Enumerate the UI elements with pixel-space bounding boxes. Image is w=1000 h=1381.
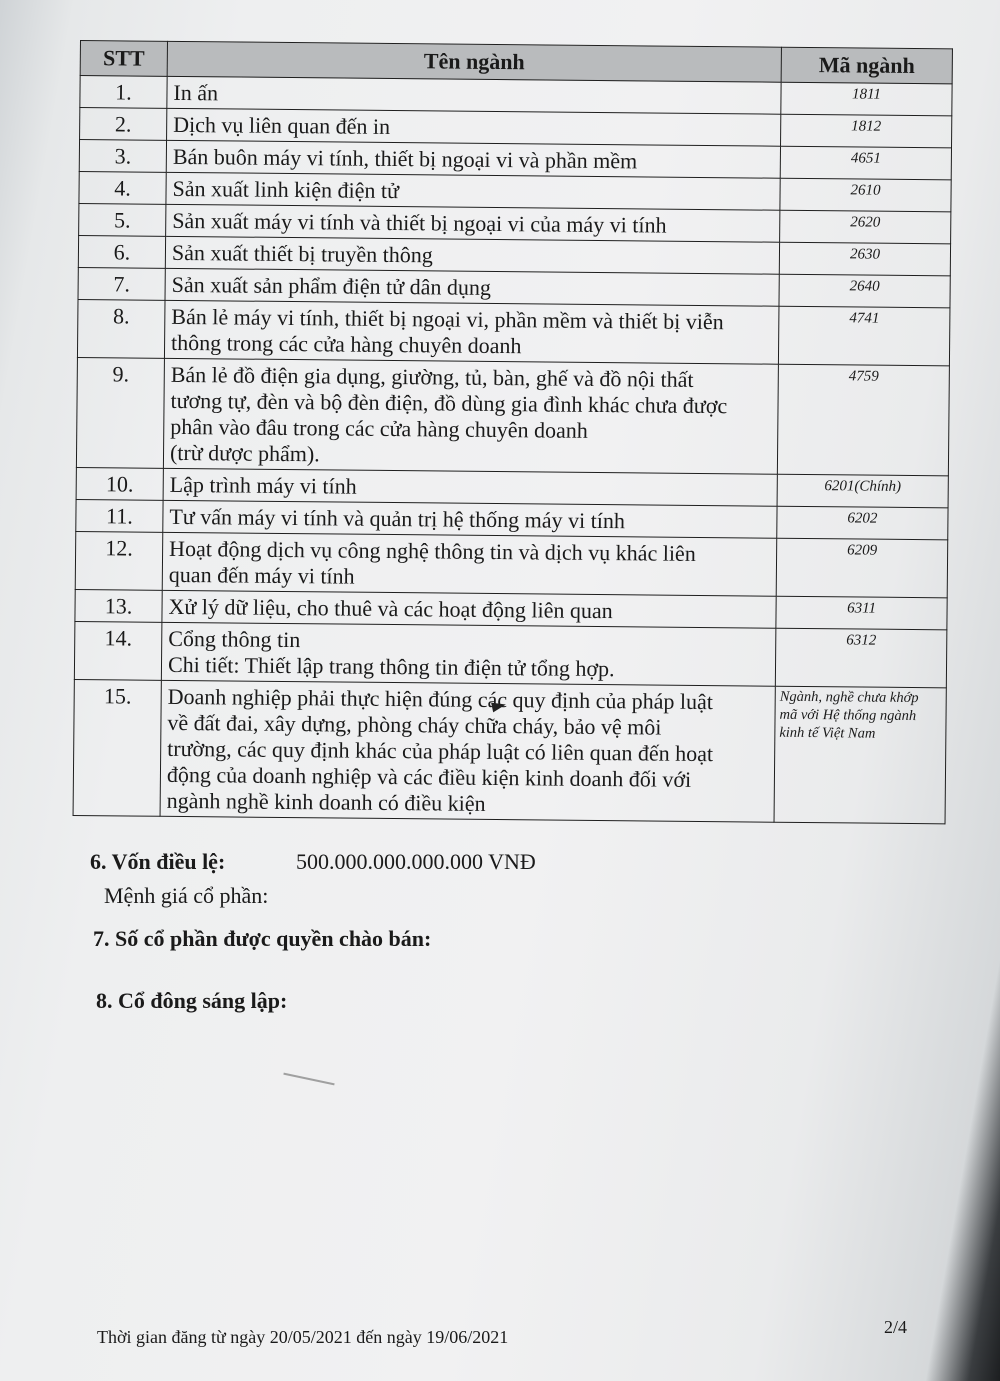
- page-number: 2/4: [884, 1317, 908, 1337]
- industry-name-line: Sản xuất máy vi tính và thiết bị ngoại vi của máy vi tính: [172, 207, 667, 238]
- row-number: 11.: [76, 499, 163, 532]
- charter-capital-label: 6. Vốn điều lệ:: [90, 849, 226, 874]
- industry-name-cell: [162, 532, 777, 596]
- industry-name-line: về đất đai, xây dựng, phòng cháy chữa cháy, bảo vệ môi: [167, 709, 662, 740]
- industry-code-cell: [778, 306, 950, 366]
- industry-name-line: Bán buôn máy vi tính, thiết bị ngoại vi và phần mềm: [172, 143, 638, 174]
- industry-code-cell: [779, 274, 950, 308]
- table-row: [75, 531, 948, 597]
- header-stt: STT: [80, 41, 167, 77]
- row-number: 7.: [78, 267, 165, 300]
- row-number: 13.: [75, 589, 162, 622]
- industry-name-line: In ấn: [173, 79, 219, 106]
- industry-code-line: 2620: [850, 214, 881, 231]
- industry-table: [73, 40, 953, 824]
- industry-name-line: phân vào đâu trong các cửa hàng chuyên doanh: [170, 413, 588, 443]
- par-value-label: Mệnh giá cổ phần:: [104, 883, 269, 908]
- industry-name-cell: [161, 622, 776, 686]
- row-number: 12.: [75, 531, 163, 590]
- industry-code-line: 1812: [851, 118, 882, 135]
- industry-code-cell: [776, 596, 947, 630]
- industry-code-cell: [776, 538, 948, 598]
- industry-code-line: 2640: [849, 278, 880, 295]
- industry-name-line: Hoạt động dịch vụ công nghệ thông tin và dịch vụ khác liên: [169, 535, 696, 566]
- industry-code-cell: [777, 506, 948, 540]
- row-number: 5.: [79, 203, 166, 236]
- row-number: 15.: [73, 679, 161, 816]
- industry-code-line: Ngành, nghề chưa khớp: [779, 688, 919, 707]
- row-number: 3.: [79, 140, 166, 173]
- industry-code-cell: [779, 242, 950, 276]
- industry-code-note: [774, 686, 946, 824]
- industry-name-line: Doanh nghiệp phải thực hiện đúng các quy định của pháp luật: [167, 683, 714, 715]
- industry-name-line: Dịch vụ liên quan đến in: [173, 111, 391, 139]
- shares-offered-label: 7. Số cổ phần được quyền chào bán:: [93, 926, 432, 951]
- industry-code-line: 1811: [851, 86, 882, 103]
- industry-name-cell: [163, 358, 778, 474]
- industry-name-line: thông trong các cửa hàng chuyên doanh: [170, 329, 522, 359]
- industry-code-line: 4741: [849, 310, 880, 327]
- industry-name-line: Sản xuất sản phẩm điện tử dân dụng: [171, 271, 492, 300]
- industry-name-line: động của doanh nghiệp và các điều kiện kinh doanh đối với: [166, 761, 692, 792]
- row-number: 2.: [80, 108, 167, 141]
- table-row: [76, 357, 949, 475]
- industry-name-line: tương tự, đèn và bộ đèn điện, đồ dùng gia đình khác chưa được: [170, 387, 728, 419]
- row-number: 4.: [79, 171, 166, 204]
- charter-capital-value: 500.000.000.000.000 VNĐ: [296, 849, 536, 874]
- industry-name-line: trường, các quy định khác của pháp luật có liên quan đến hoạt: [167, 735, 714, 767]
- industry-code-line: mã với Hệ thống ngành: [779, 706, 917, 725]
- industry-code-line: 6201(Chính): [824, 478, 902, 495]
- industry-name-line: (trừ dược phẩm).: [169, 439, 320, 467]
- industry-name-cell: [164, 300, 779, 364]
- table-row: [73, 679, 946, 823]
- row-number: 6.: [78, 235, 165, 268]
- row-number: 9.: [76, 357, 164, 468]
- table-row: [74, 621, 947, 687]
- posting-period-footer: Thời gian đăng từ ngày 20/05/2021 đến ngày 19/06/2021: [97, 1327, 509, 1347]
- industry-code-line: kinh tế Việt Nam: [779, 724, 876, 742]
- table-body: [73, 76, 952, 824]
- industry-name-line: ngành nghề kinh doanh có điều kiện: [166, 787, 486, 816]
- row-number: 1.: [80, 76, 167, 109]
- industry-code-cell: [777, 364, 949, 476]
- industry-name-cell: [160, 680, 775, 822]
- industry-code-line: 6209: [847, 542, 878, 559]
- industry-code-cell: [780, 178, 951, 212]
- row-number: 14.: [74, 621, 162, 680]
- industry-name-line: Sản xuất thiết bị truyền thông: [171, 239, 433, 268]
- pen-stroke-mark: [283, 1073, 334, 1086]
- industry-code-line: 4651: [850, 150, 881, 167]
- industry-name-line: Tư vấn máy vi tính và quản trị hệ thống máy vi tính: [169, 503, 626, 534]
- industry-code-cell: [780, 210, 951, 244]
- industry-code-cell: [781, 114, 952, 148]
- founding-shareholders-label: 8. Cổ đông sáng lập:: [96, 988, 288, 1013]
- industry-name-line: Chi tiết: Thiết lập trang thông tin điện tử tổng hợp.: [167, 651, 615, 682]
- industry-code-line: 2630: [849, 246, 881, 263]
- industry-name-line: Bán lẻ đồ điện gia dụng, giường, tủ, bàn, ghế và đồ nội thất: [170, 361, 694, 392]
- industry-code-cell: [781, 82, 952, 116]
- industry-name-line: Sản xuất linh kiện điện tử: [172, 175, 400, 204]
- industry-code-line: 6311: [847, 600, 877, 617]
- industry-name-line: Xử lý dữ liệu, cho thuê và các hoạt động liên quan: [168, 593, 613, 624]
- industry-code-line: 4759: [848, 368, 879, 385]
- row-number: 8.: [77, 299, 165, 358]
- industry-name-line: Cổng thông tin: [168, 625, 301, 653]
- table-row: [77, 299, 950, 365]
- industry-code-line: 6202: [847, 510, 878, 527]
- row-number: 10.: [76, 467, 163, 500]
- industry-name-line: quan đến máy vi tính: [168, 561, 355, 589]
- header-industry-code: Mã ngành: [781, 47, 952, 84]
- industry-name-line: Bán lẻ máy vi tính, thiết bị ngoại vi, phần mềm và thiết bị viễn: [171, 303, 724, 335]
- header-industry-name: Tên ngành: [167, 41, 781, 82]
- industry-code-line: 2610: [850, 182, 881, 199]
- industry-code-cell: [777, 474, 948, 508]
- industry-code-cell: [780, 146, 951, 180]
- industry-code-line: 6312: [846, 632, 877, 649]
- industry-code-cell: [775, 628, 947, 688]
- industry-name-line: Lập trình máy vi tính: [169, 471, 357, 499]
